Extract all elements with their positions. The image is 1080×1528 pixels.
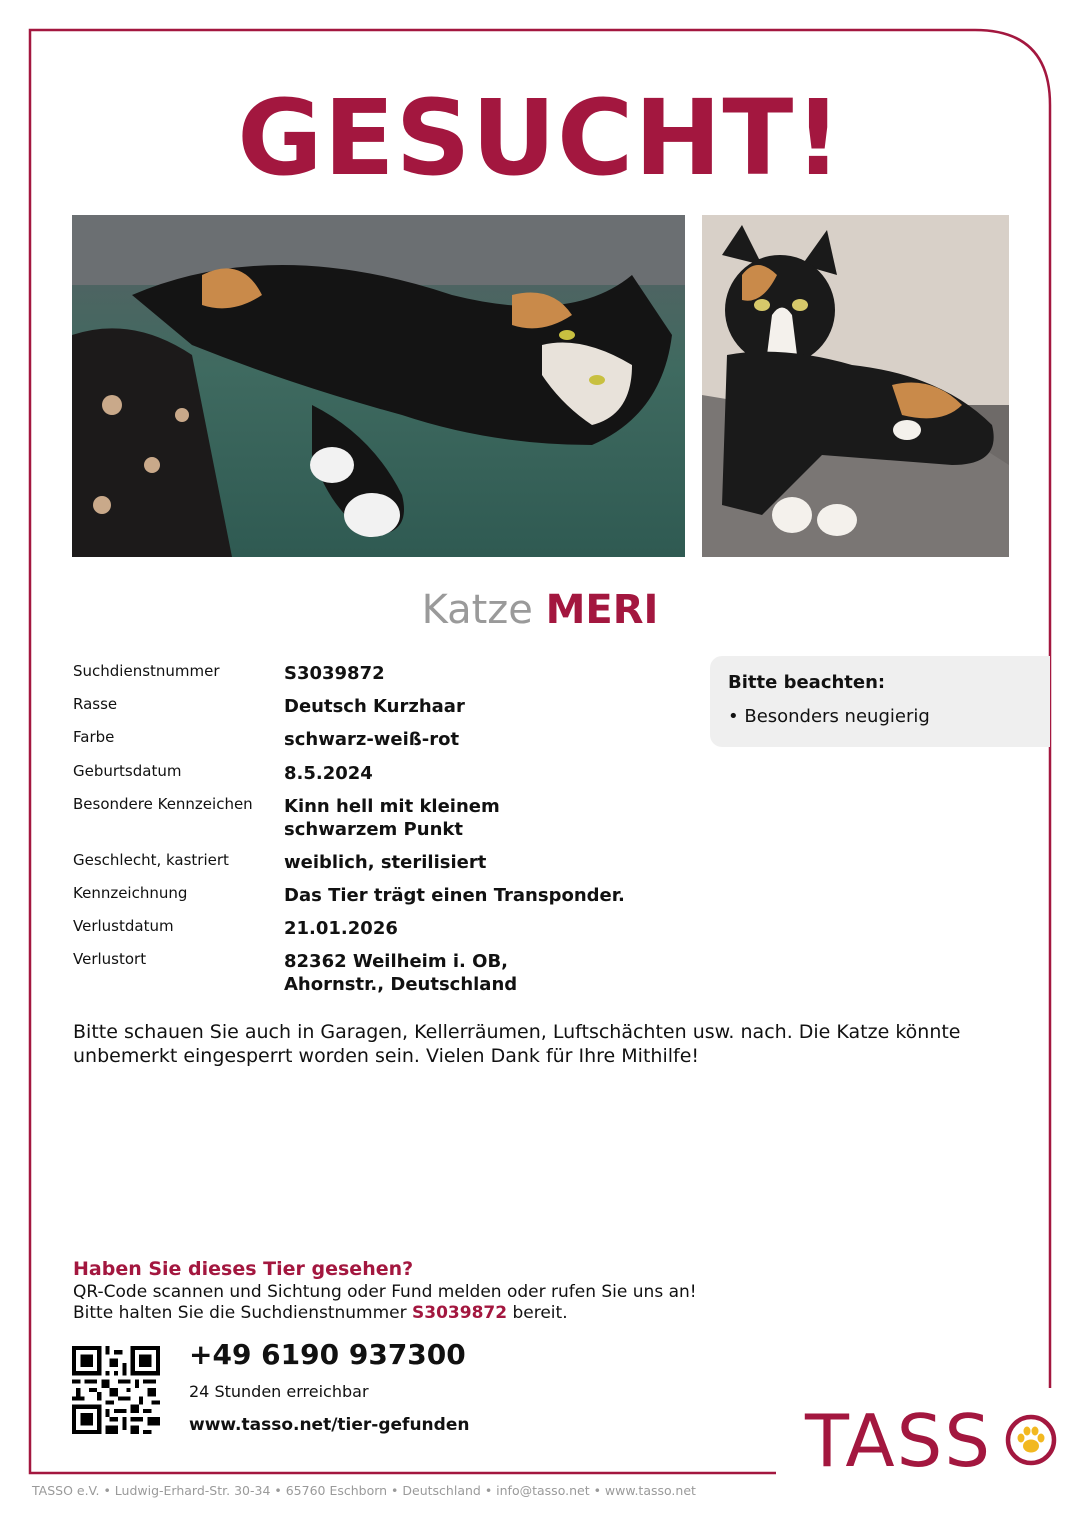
- contact-question: Haben Sie dieses Tier gesehen?: [73, 1258, 414, 1280]
- detail-label: Verlustdatum: [73, 917, 174, 935]
- detail-label: Geburtsdatum: [73, 762, 182, 780]
- contact-line-1: QR-Code scannen und Sichtung oder Fund melden oder rufen Sie uns an!: [73, 1282, 697, 1302]
- pet-species: Katze: [421, 587, 533, 633]
- search-number-highlight: S3039872: [412, 1303, 508, 1323]
- pet-name-value: MERI: [545, 587, 659, 633]
- detail-value: Deutsch Kurzhaar: [284, 696, 465, 717]
- detail-label: Geschlecht, kastriert: [73, 851, 229, 869]
- detail-value: Das Tier trägt einen Transponder.: [284, 885, 625, 906]
- website-link[interactable]: www.tasso.net/tier-gefunden: [189, 1415, 470, 1435]
- footer-address: TASSO e.V. • Ludwig-Erhard-Str. 30-34 • 65760 Eschborn • Deutschland • info@tasso.net • www.tasso.net: [32, 1483, 696, 1498]
- cat-lying-photo: [72, 215, 685, 557]
- detail-label: Suchdienstnummer: [73, 662, 220, 680]
- phone-number[interactable]: +49 6190 937300: [189, 1338, 466, 1371]
- detail-value: S3039872: [284, 663, 385, 684]
- notice-item: • Besonders neugierig: [728, 706, 930, 727]
- notice-box: [710, 656, 1050, 747]
- detail-label: Besondere Kennzeichen: [73, 795, 253, 813]
- detail-value: weiblich, sterilisiert: [284, 852, 487, 873]
- detail-value: schwarz-weiß-rot: [284, 729, 460, 750]
- contact-line-2-before: Bitte halten Sie die Suchdienstnummer: [73, 1303, 413, 1323]
- info-paragraph: Bitte schauen Sie auch in Garagen, Kellerräumen, Luftschächten usw. nach. Die Katze könnte unbemerkt eingesperrt worden sein. Vielen Dank für Ihre Mithilfe!: [73, 1021, 961, 1067]
- detail-value: 8.5.2024: [284, 763, 373, 784]
- qr-code-icon[interactable]: [72, 1346, 160, 1434]
- headline: GESUCHT!: [237, 77, 843, 199]
- tasso-logo-text: TASS: [805, 1399, 993, 1483]
- cat-sitting-photo: [702, 215, 1009, 557]
- detail-label: Farbe: [73, 728, 115, 746]
- contact-line-2: [73, 1302, 568, 1324]
- contact-line-2-after: bereit.: [507, 1303, 568, 1323]
- detail-label: Kennzeichnung: [73, 884, 188, 902]
- notice-title: Bitte beachten:: [728, 672, 886, 693]
- availability-text: 24 Stunden erreichbar: [189, 1382, 369, 1401]
- detail-value: 82362 Weilheim i. OB, Ahornstr., Deutschland: [284, 951, 518, 995]
- detail-label: Verlustort: [73, 950, 147, 968]
- detail-value: Kinn hell mit kleinem schwarzem Punkt: [284, 796, 500, 840]
- pet-name: [0, 584, 1080, 636]
- paw-icon: [1005, 1414, 1057, 1466]
- detail-label: Rasse: [73, 695, 118, 713]
- detail-value: 21.01.2026: [284, 918, 398, 939]
